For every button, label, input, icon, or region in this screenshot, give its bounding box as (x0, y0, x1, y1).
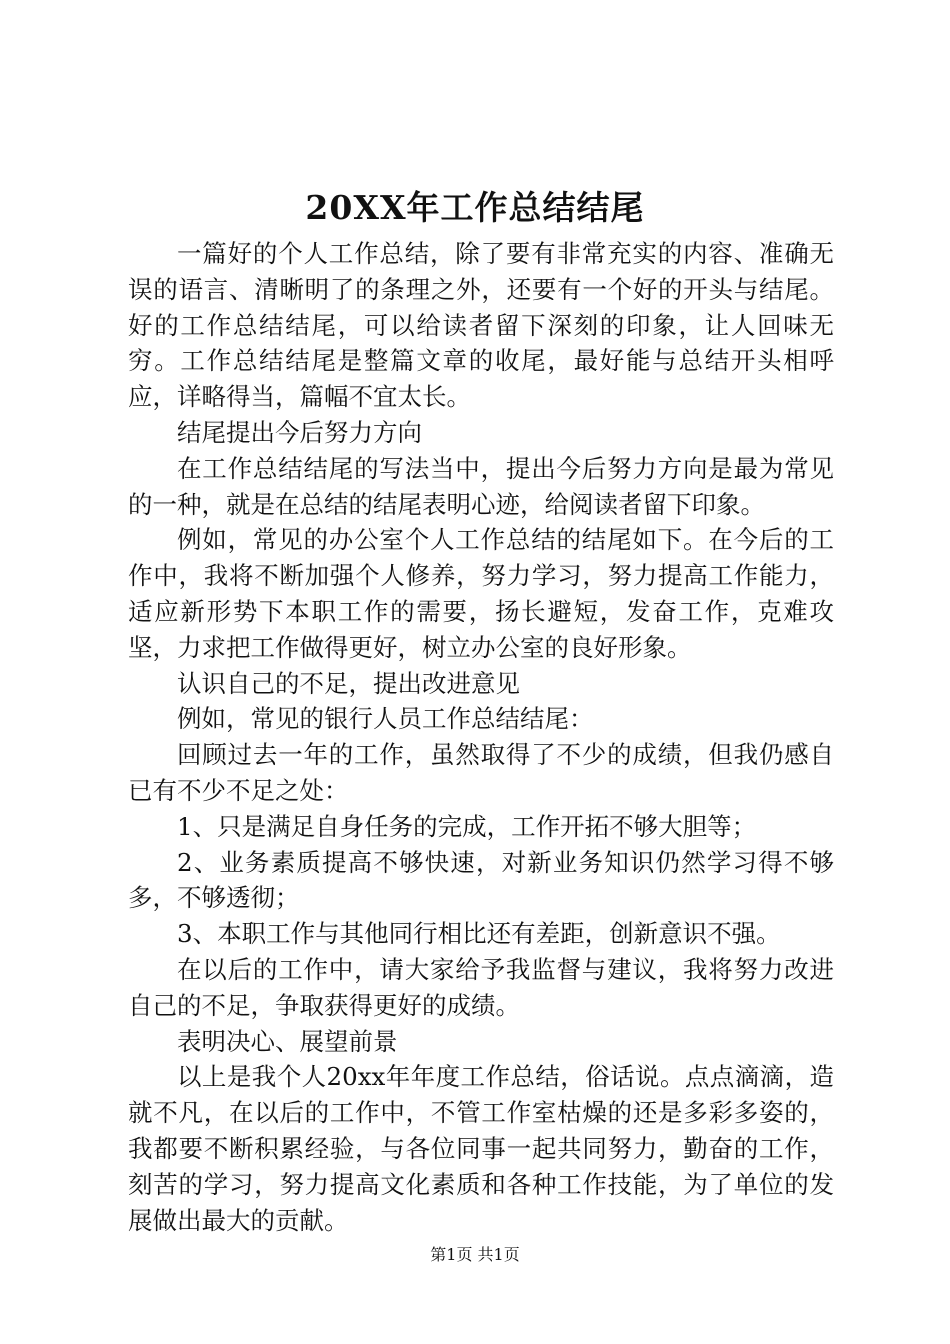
paragraph-office-example: 例如，常见的办公室个人工作总结的结尾如下。在今后的工作中，我将不断加强个人修养，努力学习，努力提高工作能力，适应新形势下本职工作的需要，扬长避短，发奋工作，克难攻坚，力求把工作做得更好，树立办公室的良好形象。 (128, 525, 834, 662)
paragraph-intro: 一篇好的个人工作总结，除了要有非常充实的内容、准确无误的语言、清晰明了的条理之外，还要有一个好的开头与结尾。好的工作总结结尾，可以给读者留下深刻的印象，让人回味无穷。工作总结结尾是整篇文章的收尾，最好能与总结开头相呼应，详略得当，篇幅不宜太长。 (128, 239, 834, 412)
list-item: 1、只是满足自身任务的完成，工作开拓不够大胆等； (177, 811, 757, 841)
section-heading-resolve: 表明决心、展望前景 (177, 1026, 398, 1056)
list-item: 2、业务素质提高不够快速，对新业务知识仍然学习得不够多，不够透彻； (128, 847, 834, 913)
document-title: 20XX年工作总结结尾 (305, 188, 645, 227)
section-heading-shortcomings: 认识自己的不足，提出改进意见 (177, 668, 520, 698)
paragraph-bank-example: 例如，常见的银行人员工作总结结尾： (177, 704, 594, 734)
document-body (128, 236, 834, 1238)
list-item: 3、本职工作与其他同行相比还有差距，创新意识不强。 (177, 919, 781, 949)
paragraph-review: 回顾过去一年的工作，虽然取得了不少的成绩，但我仍感自已有不少不足之处： (128, 740, 834, 805)
page-number-footer: 第1页 共1页 (430, 1245, 520, 1264)
section-heading-direction: 结尾提出今后努力方向 (177, 417, 422, 447)
paragraph-direction: 在工作总结结尾的写法当中，提出今后努力方向是最为常见的一种，就是在总结的结尾表明心迹，给阅读者留下印象。 (128, 453, 834, 519)
paragraph-conclusion: 以上是我个人20xx年年度工作总结，俗话说。点点滴滴，造就不凡，在以后的工作中，不管工作室枯燥的还是多彩多姿的，我都要不断积累经验，与各位同事一起共同努力，勤奋的工作，刻苦的学习，努力提高文化素质和各种工作技能，为了单位的发展做出最大的贡献。 (128, 1062, 834, 1235)
paragraph-improvement: 在以后的工作中，请大家给予我监督与建议，我将努力改进自己的不足，争取获得更好的成绩。 (128, 954, 834, 1020)
